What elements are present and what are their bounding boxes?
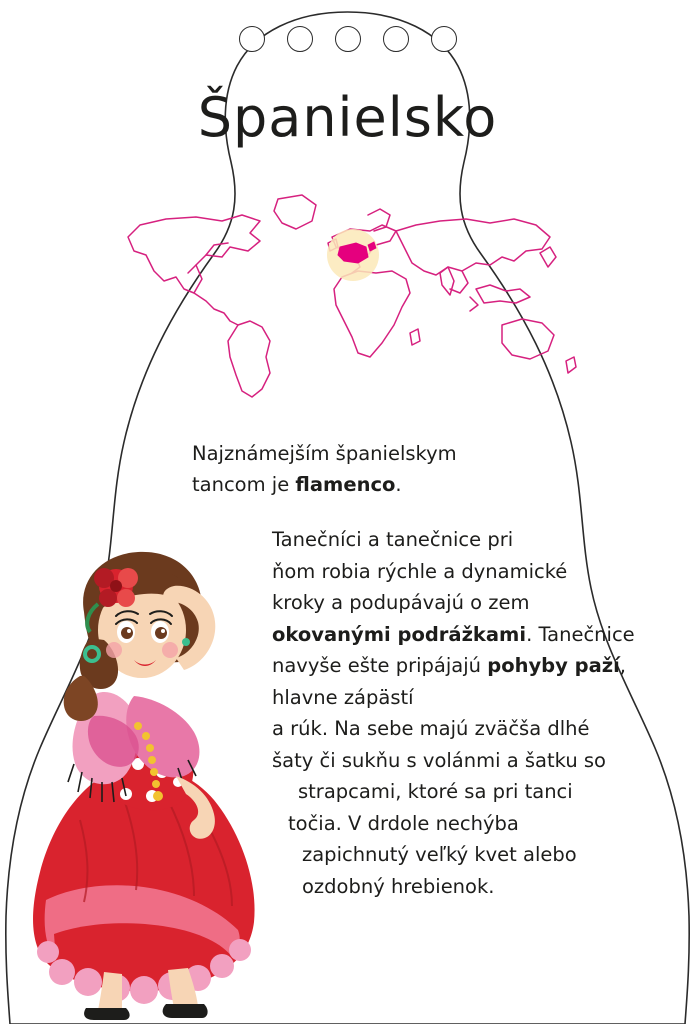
world-map bbox=[110, 185, 590, 410]
body-line: strapcami, ktoré sa pri tanci bbox=[298, 780, 573, 803]
body-bold-pohyby-pazi: pohyby paží bbox=[487, 654, 620, 677]
intro-trailing: . bbox=[395, 473, 402, 496]
body-line: hlavne zápästí bbox=[272, 685, 414, 709]
punch-hole bbox=[239, 26, 265, 52]
body-line bbox=[272, 650, 672, 682]
body-line-head: navyše ešte pripájajú bbox=[272, 654, 488, 677]
punch-hole bbox=[287, 26, 313, 52]
body-bold-okovanymi: okovanými podrážkami bbox=[272, 622, 527, 646]
punch-hole bbox=[383, 26, 409, 52]
flamenco-dancer-illustration bbox=[18, 520, 308, 1020]
spain-highlight bbox=[338, 243, 368, 263]
body-line: kroky a podupávajú o zem bbox=[272, 591, 530, 614]
body-line-tail: . Tanečnice bbox=[526, 622, 635, 646]
dancer-head bbox=[64, 552, 203, 721]
body-line: ozdobný hrebienok. bbox=[302, 874, 495, 898]
body-line: točia. V drdole nechýba bbox=[288, 811, 519, 835]
body-line bbox=[272, 619, 672, 651]
body-line: a rúk. Na sebe majú zväčša dlhé bbox=[272, 717, 590, 740]
intro-line-2-text: tancom je bbox=[192, 473, 296, 496]
page-title: Španielsko bbox=[197, 86, 498, 149]
body-line: ňom robia rýchle a dynamické bbox=[272, 559, 568, 583]
dancer-shoe-right bbox=[163, 1004, 208, 1018]
punch-hole bbox=[431, 26, 457, 52]
world-map-svg bbox=[110, 185, 590, 410]
punch-holes bbox=[0, 26, 695, 60]
intro-bold-term: flamenco bbox=[295, 473, 396, 496]
body-line-tail: , bbox=[619, 654, 626, 677]
intro-line-2 bbox=[192, 469, 522, 500]
intro-line-1: Najznámejším španielskym bbox=[192, 442, 457, 465]
body-line: šaty či sukňu s volánmi a šatku so bbox=[272, 748, 606, 772]
dancer-shoe-left bbox=[84, 1008, 130, 1020]
body-line: Tanečníci a tanečnice pri bbox=[272, 528, 514, 551]
punch-hole bbox=[335, 26, 361, 52]
body-line: zapichnutý veľký kvet alebo bbox=[302, 843, 577, 866]
body-paragraph bbox=[272, 524, 672, 902]
intro-paragraph bbox=[192, 438, 522, 500]
